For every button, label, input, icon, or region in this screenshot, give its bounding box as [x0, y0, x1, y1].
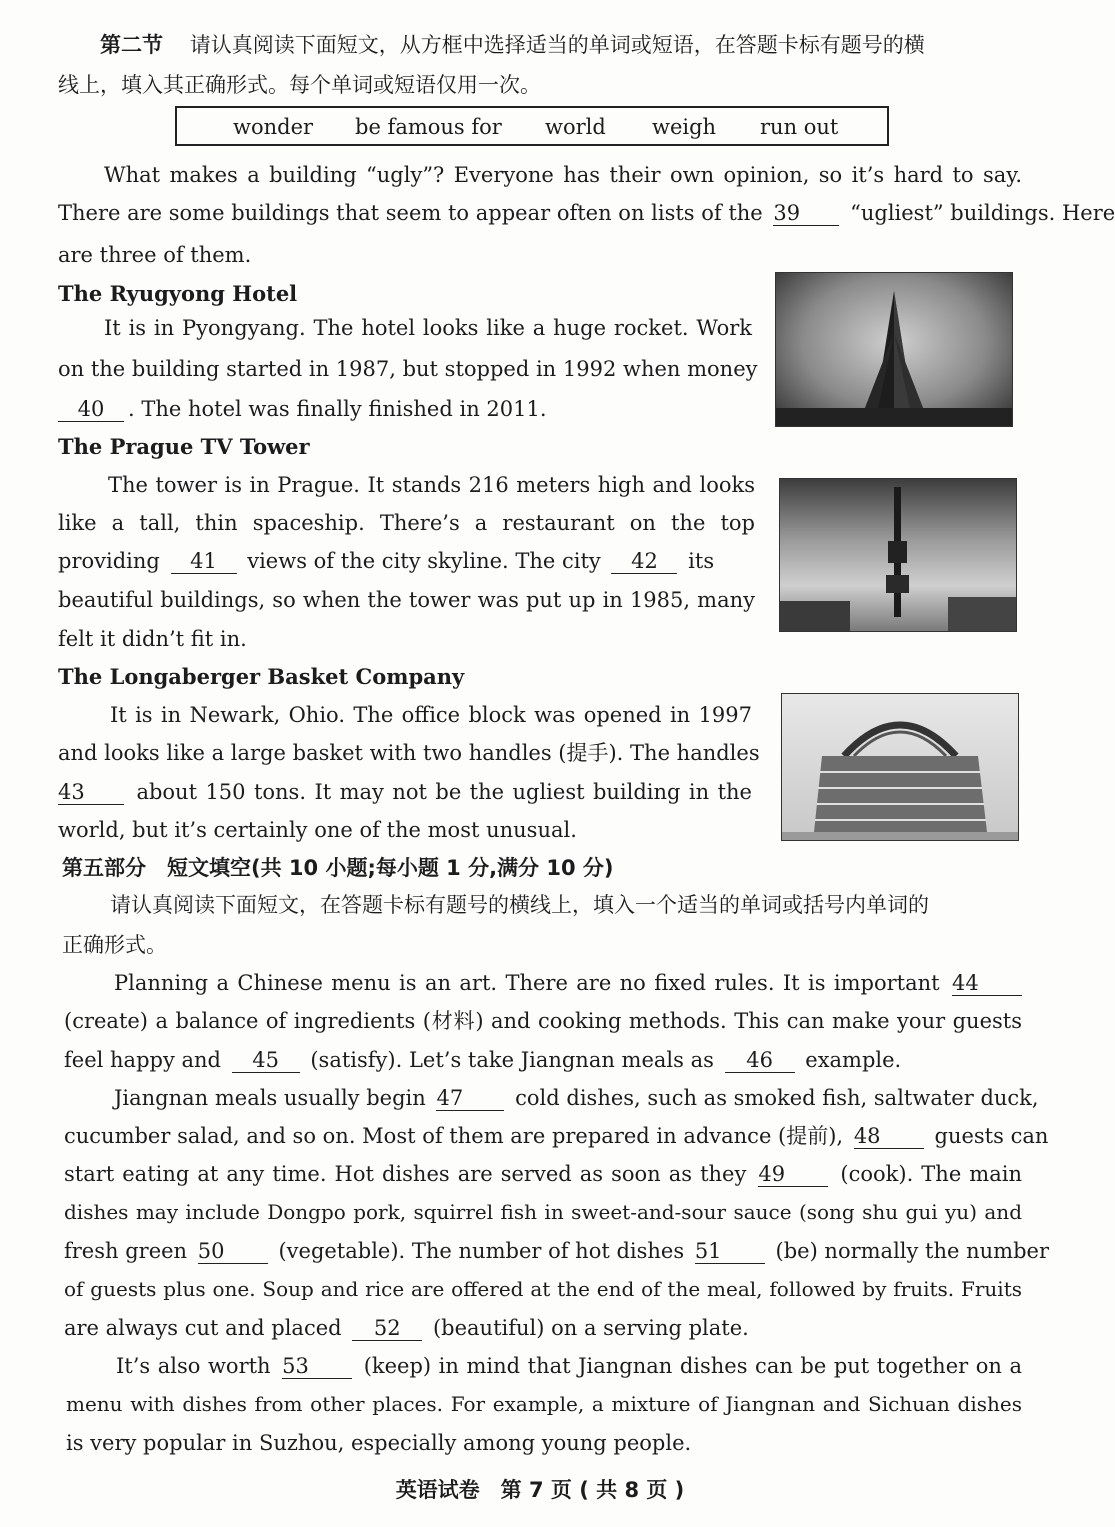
part5-p3-line3: is very popular in Suzhou, especially among young people.	[66, 1431, 692, 1455]
word-option: weigh	[652, 115, 717, 139]
answer-blank-50[interactable]: 50	[198, 1239, 268, 1264]
longaberger-title: The Longaberger Basket Company	[58, 664, 465, 689]
section2-label: 第二节	[100, 33, 163, 57]
answer-blank-39[interactable]: 39	[773, 201, 839, 226]
text-segment: views of the city skyline. The city	[247, 549, 601, 573]
text-segment: (be) normally the number	[775, 1239, 1049, 1263]
answer-blank-48[interactable]: 48	[854, 1124, 924, 1149]
part5-p2-line5	[64, 1236, 1049, 1266]
part5-p2-line7	[64, 1313, 1022, 1343]
part5-p1-line3	[64, 1045, 1022, 1075]
answer-blank-42[interactable]: 42	[611, 549, 677, 574]
text-segment: about 150 tons. It may not be the ugliest building in the	[136, 780, 752, 804]
prague-line1: The tower is in Prague. It stands 216 meters high and looks	[108, 473, 755, 497]
part5-p1-line1	[114, 968, 1022, 998]
text-segment: providing	[58, 549, 160, 573]
part5-p2-line3	[64, 1159, 1022, 1189]
text-segment: (beautiful) on a serving plate.	[432, 1316, 749, 1340]
text-segment: example.	[805, 1048, 902, 1072]
text-segment: its	[688, 549, 715, 573]
ryugyong-line1: It is in Pyongyang. The hotel looks like a huge rocket. Work	[104, 316, 752, 340]
part5-p3-line1	[116, 1351, 1022, 1381]
answer-blank-41[interactable]: 41	[171, 549, 237, 574]
prague-line3	[58, 546, 755, 576]
passage1-intro-line2	[58, 198, 1115, 228]
part5-p1-line2: (create) a balance of ingredients (材料) and cooking methods. This can make your guests	[64, 1009, 1022, 1033]
section2-instruction-text: 请认真阅读下面短文，从方框中选择适当的单词或短语，在答题卡标有题号的横	[189, 33, 925, 57]
section2-instruction-line2: 线上，填入其正确形式。每个单词或短语仅用一次。	[58, 73, 541, 97]
answer-blank-52[interactable]: 52	[352, 1316, 422, 1341]
prague-line5: felt it didn’t fit in.	[58, 627, 247, 651]
answer-blank-43[interactable]: 43	[58, 780, 124, 805]
answer-blank-51[interactable]: 51	[695, 1239, 765, 1264]
part5-instruction-line2: 正确形式。	[62, 933, 167, 957]
text-segment: Jiangnan meals usually begin	[114, 1086, 426, 1110]
text-segment: guests can	[934, 1124, 1049, 1148]
answer-blank-49[interactable]: 49	[758, 1162, 828, 1187]
text-segment: fresh green	[64, 1239, 188, 1263]
prague-tv-tower-photo	[779, 478, 1017, 632]
text-segment: (cook). The main	[840, 1162, 1022, 1186]
text-segment: (vegetable). The number of hot dishes	[278, 1239, 685, 1263]
answer-blank-46[interactable]: 46	[725, 1048, 795, 1073]
longaberger-basket-photo	[781, 693, 1019, 841]
part5-p2-line2	[64, 1121, 1049, 1151]
prague-title: The Prague TV Tower	[58, 434, 310, 459]
answer-blank-40[interactable]: 40	[58, 397, 124, 422]
longaberger-line3	[58, 777, 752, 807]
answer-blank-45[interactable]: 45	[232, 1048, 300, 1073]
text-segment: (satisfy). Let’s take Jiangnan meals as	[310, 1048, 714, 1072]
longaberger-line4: world, but it’s certainly one of the most unusual.	[58, 818, 577, 842]
part5-p2-line4: dishes may include Dongpo pork, squirrel fish in sweet-and-sour sauce (song shu gui yu) and	[64, 1200, 1022, 1224]
prague-line4: beautiful buildings, so when the tower was put up in 1985, many	[58, 588, 755, 612]
text-segment: are always cut and placed	[64, 1316, 342, 1340]
text-segment: . The hotel was finally finished in 2011.	[128, 397, 547, 421]
ryugyong-line3	[58, 394, 752, 424]
word-box	[175, 106, 889, 146]
longaberger-line1: It is in Newark, Ohio. The office block was opened in 1997	[110, 703, 752, 727]
answer-blank-44[interactable]: 44	[952, 971, 1022, 996]
part5-instruction-line1: 请认真阅读下面短文，在答题卡标有题号的横线上，填入一个适当的单词或括号内单词的	[110, 893, 929, 917]
text-segment: start eating at any time. Hot dishes are served as soon as they	[64, 1162, 747, 1186]
word-option: run out	[760, 115, 839, 139]
part5-p2-line6: of guests plus one. Soup and rice are offered at the end of the meal, followed by fruits. Fruits	[64, 1277, 1022, 1301]
page-footer: 英语试卷 第 7 页 ( 共 8 页 )	[395, 1478, 685, 1502]
text-segment: There are some buildings that seem to appear often on lists of the	[58, 201, 763, 225]
text-segment: (keep) in mind that Jiangnan dishes can be put together on a	[363, 1354, 1022, 1378]
word-option: wonder	[233, 115, 314, 139]
passage1-intro-line1: What makes a building “ugly”? Everyone has their own opinion, so it’s hard to say.	[104, 163, 1022, 187]
passage1-intro-line3: are three of them.	[58, 243, 252, 267]
text-segment: “ugliest” buildings. Here	[850, 201, 1115, 225]
ryugyong-line2: on the building started in 1987, but stopped in 1992 when money	[58, 357, 758, 381]
word-option: world	[545, 115, 606, 139]
ryugyong-hotel-photo	[775, 272, 1013, 427]
section2-instruction-line1	[100, 30, 1022, 60]
answer-blank-47[interactable]: 47	[436, 1086, 504, 1111]
text-segment: It’s also worth	[116, 1354, 271, 1378]
part5-heading: 第五部分 短文填空(共 10 小题;每小题 1 分,满分 10 分)	[62, 856, 614, 880]
answer-blank-53[interactable]: 53	[282, 1354, 352, 1379]
prague-line2: like a tall, thin spaceship. There’s a restaurant on the top	[58, 511, 755, 535]
text-segment: cucumber salad, and so on. Most of them are prepared in advance (提前),	[64, 1124, 844, 1148]
longaberger-line2: and looks like a large basket with two handles (提手). The handles	[58, 741, 760, 765]
text-segment: cold dishes, such as smoked fish, saltwater duck,	[515, 1086, 1039, 1110]
text-segment: feel happy and	[64, 1048, 221, 1072]
text-segment: Planning a Chinese menu is an art. There are no fixed rules. It is important	[114, 971, 940, 995]
ryugyong-title: The Ryugyong Hotel	[58, 281, 298, 306]
part5-p2-line1	[114, 1083, 1039, 1113]
part5-p3-line2: menu with dishes from other places. For example, a mixture of Jiangnan and Sichuan dishes	[66, 1392, 1022, 1416]
word-option: be famous for	[355, 115, 502, 139]
